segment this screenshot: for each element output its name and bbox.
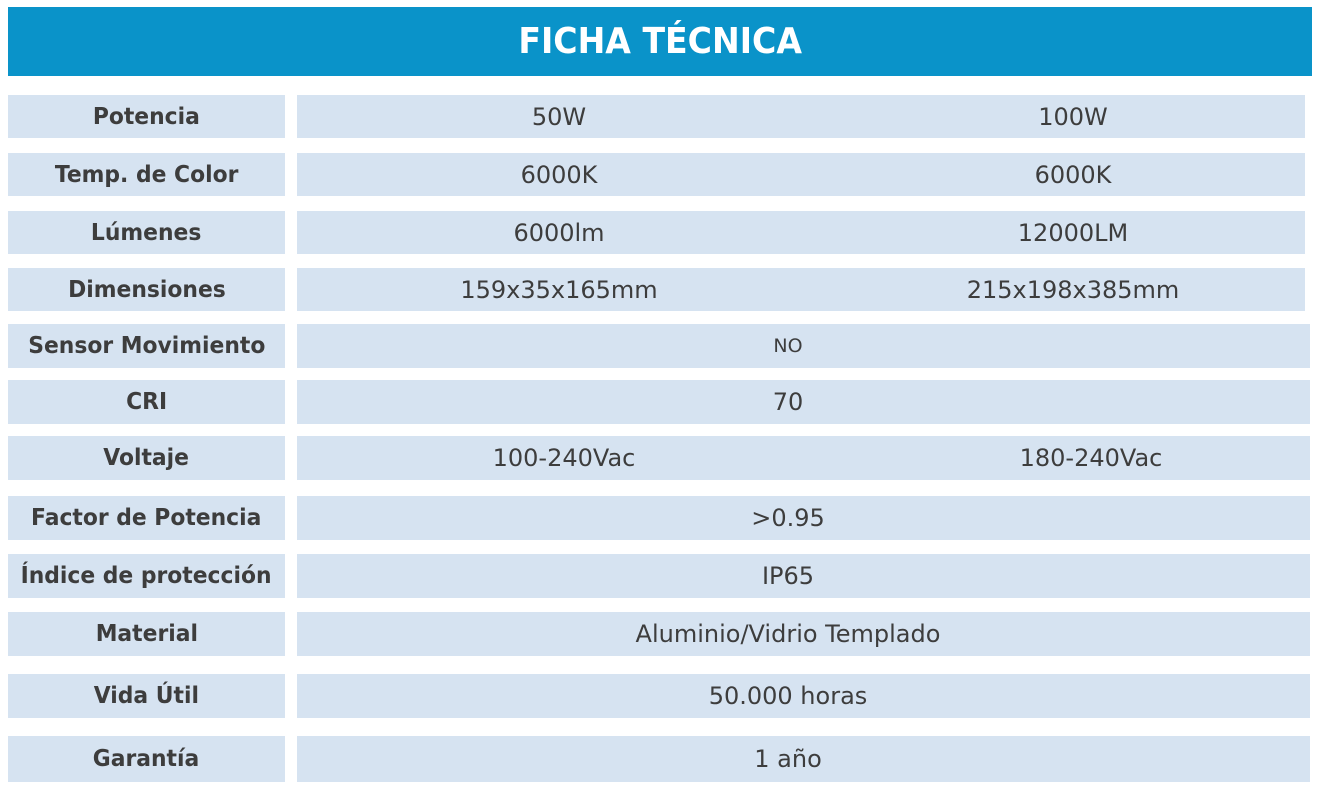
value-100w: 12000LM bbox=[1017, 218, 1129, 247]
spec-row-factor-potencia bbox=[0, 496, 1320, 540]
value-merged: 50.000 horas bbox=[708, 682, 868, 710]
value-50w: 6000lm bbox=[513, 218, 605, 247]
value-cell bbox=[297, 554, 1310, 598]
row-label: Garantía bbox=[8, 736, 285, 782]
spec-row-garantia bbox=[0, 736, 1320, 782]
spec-row-material bbox=[0, 612, 1320, 656]
value-merged: 70 bbox=[772, 388, 804, 416]
spec-row-dimensiones bbox=[0, 268, 1320, 311]
value-cell bbox=[297, 736, 1310, 782]
row-label: Lúmenes bbox=[8, 211, 285, 254]
row-label: CRI bbox=[8, 380, 285, 424]
row-label: Sensor Movimiento bbox=[8, 324, 285, 368]
spec-row-sensor bbox=[0, 324, 1320, 368]
value-cell bbox=[297, 674, 1310, 718]
spec-row-voltaje bbox=[0, 436, 1320, 480]
value-cell bbox=[297, 496, 1310, 540]
value-100w: 6000K bbox=[1034, 160, 1112, 189]
value-100w: 180-240Vac bbox=[1019, 444, 1163, 472]
value-merged: 1 año bbox=[754, 745, 822, 773]
row-label: Material bbox=[8, 612, 285, 656]
row-label: Temp. de Color bbox=[8, 153, 285, 196]
value-cell bbox=[297, 268, 1305, 311]
spec-row-cri bbox=[0, 380, 1320, 424]
spec-row-temp-color bbox=[0, 153, 1320, 196]
value-100w: 215x198x385mm bbox=[966, 275, 1180, 304]
value-merged: IP65 bbox=[761, 562, 815, 590]
row-label: Potencia bbox=[8, 95, 285, 138]
value-50w: 100-240Vac bbox=[492, 444, 636, 472]
value-100w: 100W bbox=[1038, 102, 1108, 131]
row-label: Dimensiones bbox=[8, 268, 285, 311]
value-merged: NO bbox=[773, 335, 803, 357]
page-title: FICHA TÉCNICA bbox=[518, 21, 802, 62]
row-label: Índice de protección bbox=[8, 554, 285, 598]
spec-row-potencia bbox=[0, 95, 1320, 138]
value-cell bbox=[297, 95, 1305, 138]
value-cell bbox=[297, 612, 1310, 656]
value-50w: 6000K bbox=[520, 160, 598, 189]
row-label: Factor de Potencia bbox=[8, 496, 285, 540]
value-cell bbox=[297, 211, 1305, 254]
value-cell bbox=[297, 324, 1310, 368]
value-merged: Aluminio/Vidrio Templado bbox=[635, 620, 941, 648]
spec-row-lumenes bbox=[0, 211, 1320, 254]
value-50w: 159x35x165mm bbox=[460, 275, 658, 304]
spec-sheet-header bbox=[8, 7, 1312, 76]
spec-row-vida-util bbox=[0, 674, 1320, 718]
value-merged: >0.95 bbox=[751, 504, 825, 532]
value-cell bbox=[297, 380, 1310, 424]
value-cell bbox=[297, 153, 1305, 196]
spec-row-proteccion bbox=[0, 554, 1320, 598]
row-label: Voltaje bbox=[8, 436, 285, 480]
row-label: Vida Útil bbox=[8, 674, 285, 718]
value-50w: 50W bbox=[531, 102, 587, 131]
value-cell bbox=[297, 436, 1310, 480]
